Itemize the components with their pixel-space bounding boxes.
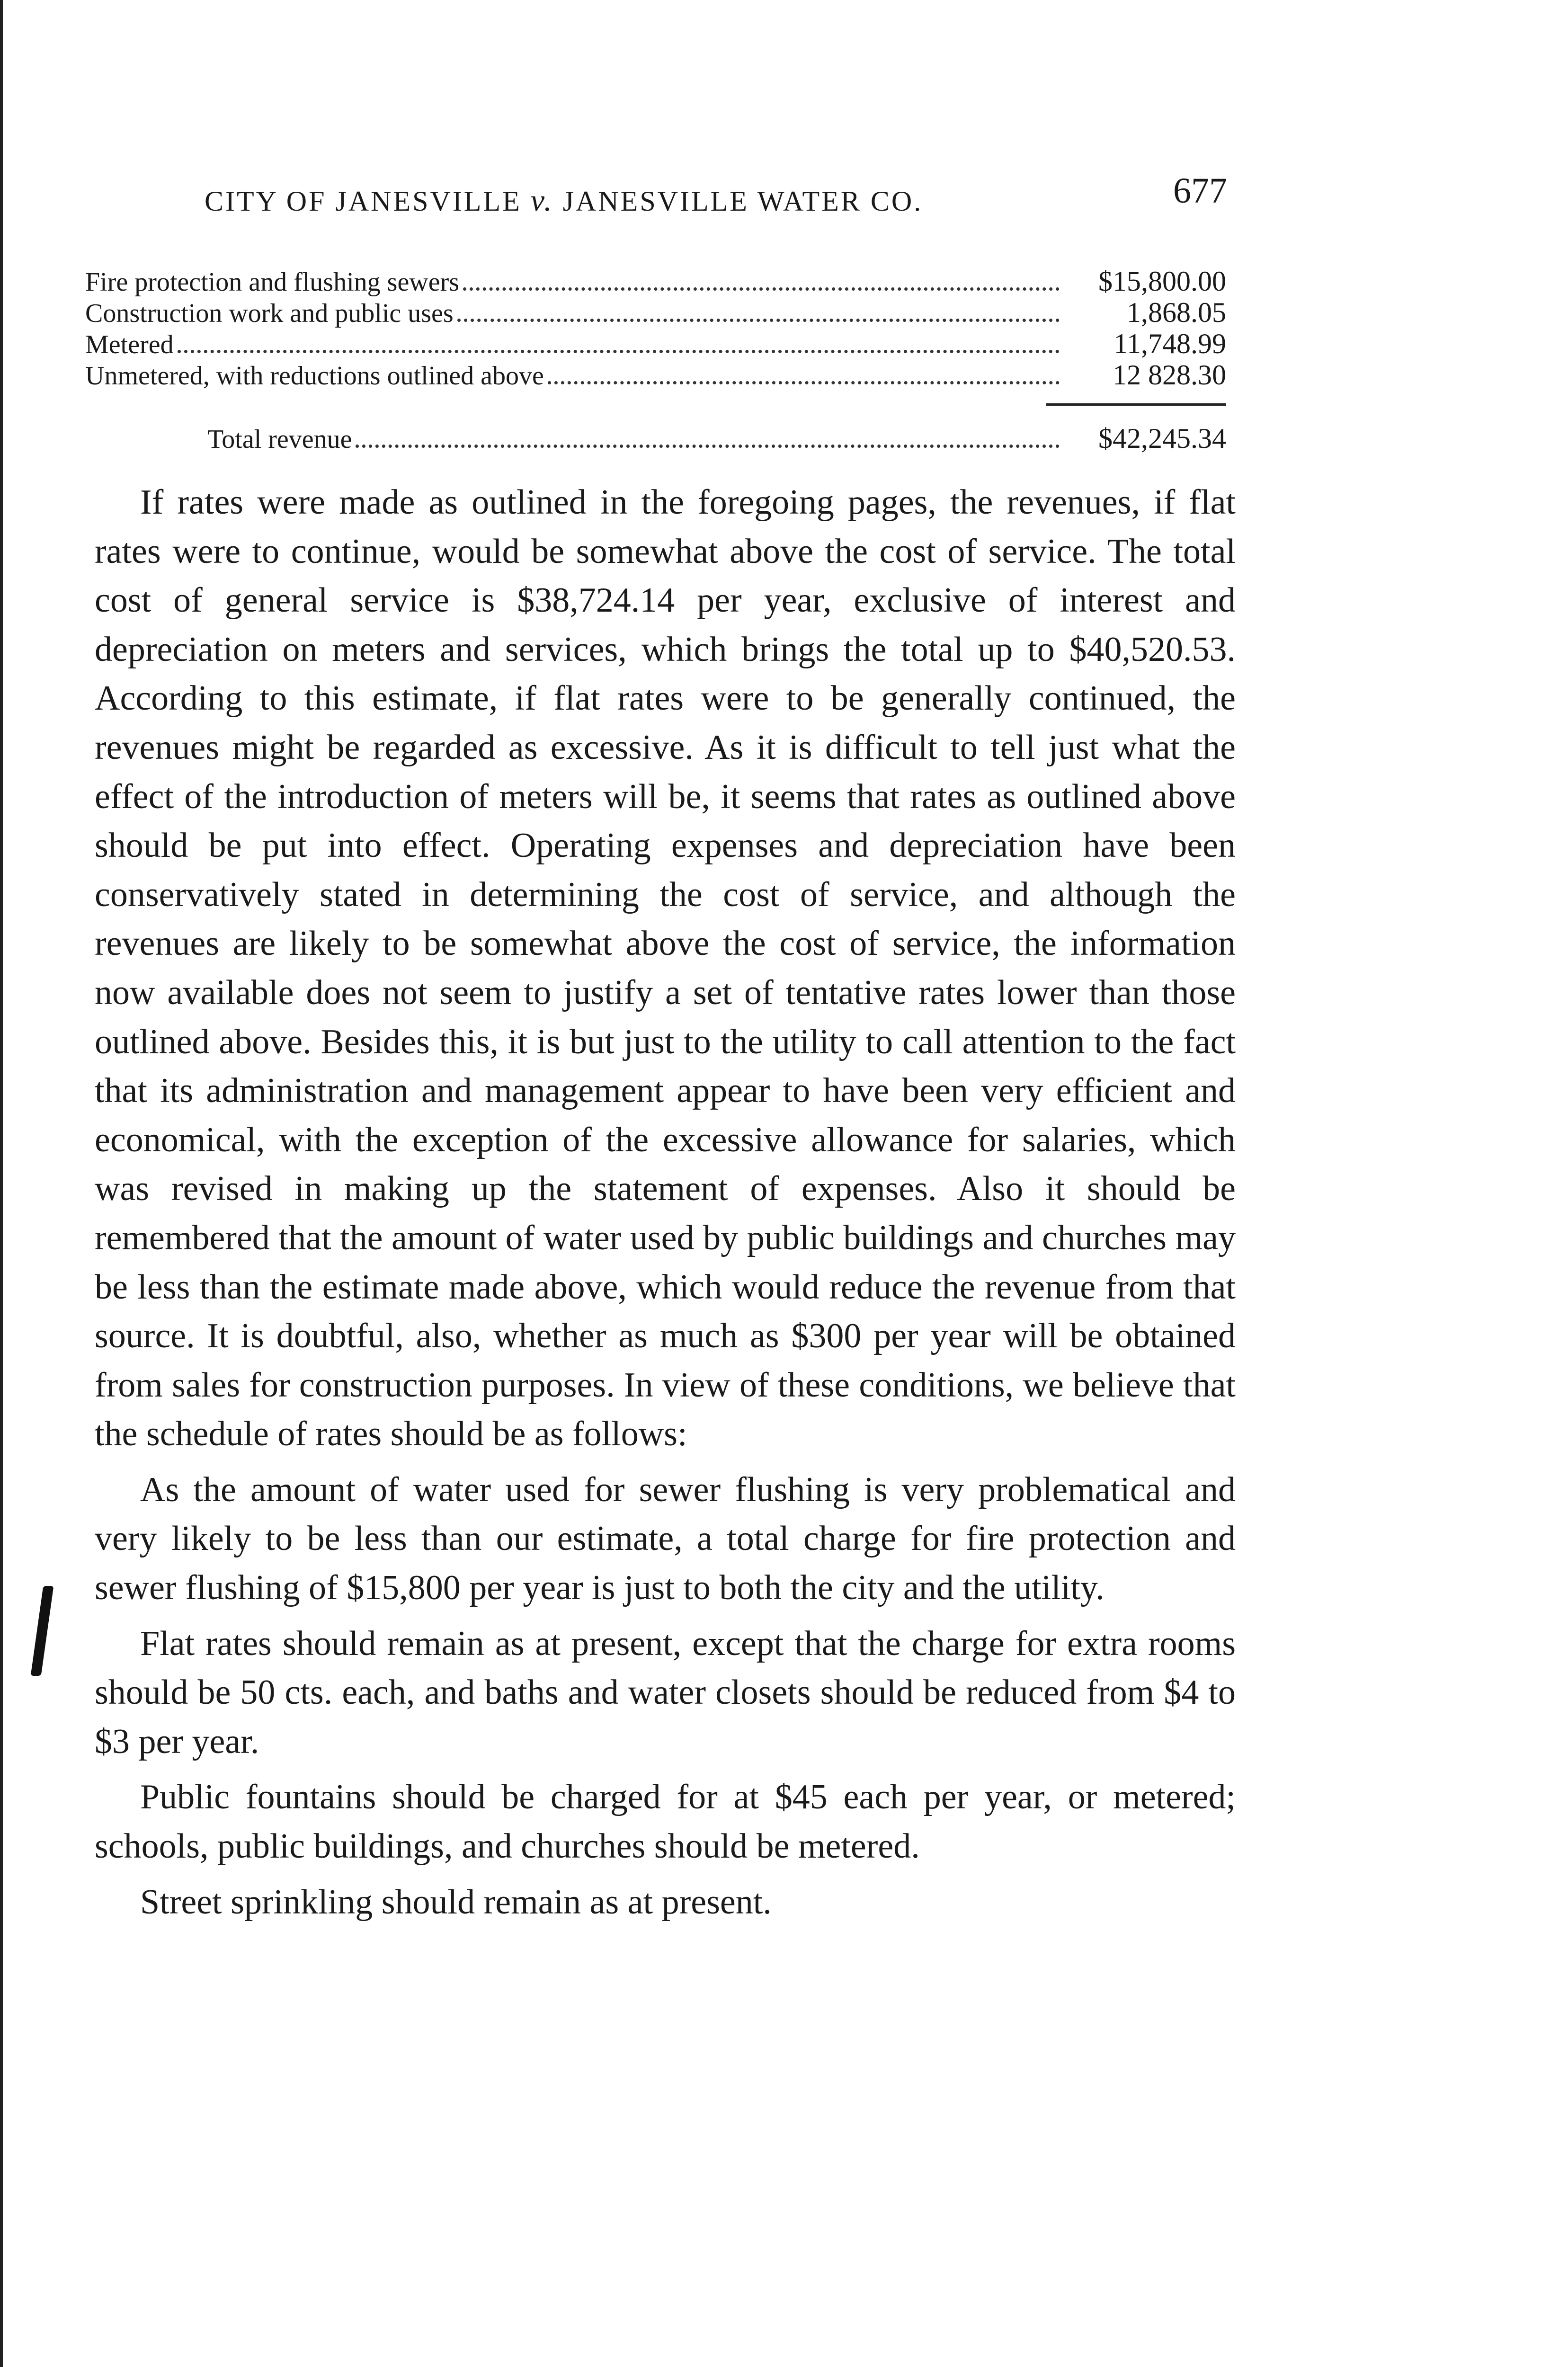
- ledger-row: [85, 296, 1226, 328]
- running-head-left: CITY OF JANESVILLE: [205, 186, 522, 217]
- ledger-amount: 11,748.99: [1114, 328, 1226, 359]
- ledger-amount: 12 828.30: [1113, 359, 1226, 391]
- running-head-right: JANESVILLE WATER CO.: [562, 186, 923, 217]
- ledger-row: [85, 359, 1226, 390]
- running-head: [205, 183, 923, 219]
- dot-leader: [178, 350, 1060, 353]
- paragraph: As the amount of water used for sewer flushing is very problematical and very likely to be less than our estimate, a total charge for fire protection and sewer flushing of $15,800 per year is just to both the city and the utility.: [95, 1470, 1236, 1608]
- dot-leader: [356, 445, 1060, 448]
- paragraph: If rates were made as outlined in the foregoing pages, the revenues, if flat rates were to continue, would be somewhat above the cost of service. The total cost of general service is $38,724.14 per year, exclusive of interest and depreciation on meters and services, which brings the total up to $40,520.53. According to this estimate, if flat rates were to be generally continued, the revenues might be regarded as excessive. As it is difficult to tell just what the effect of the introduction of meters will be, it seems that rates as outlined above should be put into effect. Operating expenses and depreciation have been conservatively stated in determining the cost of service, and although the revenues are likely to be somewhat above the cost of service, the information now available does not seem to justify a set of tentative rates lower than those outlined above. Besides this, it is but just to the utility to call attention to the fact that its administration and management appear to have been very efficient and economical, with the exception of the excessive allowance for salaries, which was revised in making up the statement of expenses. Also it should be remembered that the amount of water used by public buildings and churches may be less than the estimate made above, which would reduce the revenue from that source. It is doubtful, also, whether as much as $300 per year will be obtained from sales for construction purposes. In view of these conditions, we believe that the schedule of rates should be as follows:: [95, 483, 1236, 1454]
- revenue-table: [85, 265, 1226, 454]
- paragraph: Public fountains should be charged for at $45 each per year, or metered; schools, public buildings, and churches should be metered.: [95, 1778, 1236, 1866]
- page-header: [205, 170, 1227, 227]
- page-number: 677: [1173, 171, 1227, 211]
- page-edge-line: [0, 0, 3, 2367]
- dot-leader: [457, 319, 1060, 322]
- running-head-versus: v.: [530, 183, 554, 218]
- ledger-label: Fire protection and flushing sewers: [85, 267, 460, 297]
- dot-leader: [548, 381, 1060, 384]
- paragraph: Street sprinkling should remain as at present.: [140, 1882, 772, 1922]
- total-rule: [1046, 403, 1226, 406]
- ledger-label: Construction work and public uses: [85, 299, 454, 328]
- margin-mark: [31, 1586, 54, 1676]
- ledger-total-row: [207, 422, 1226, 454]
- ledger-row: [85, 265, 1226, 296]
- ledger-amount: 1,868.05: [1127, 297, 1226, 328]
- ledger-label: Metered: [85, 330, 174, 359]
- body-text: [95, 478, 1236, 1927]
- total-label: Total revenue: [207, 425, 352, 454]
- dot-leader: [463, 287, 1060, 291]
- total-amount: $42,245.34: [1098, 423, 1226, 454]
- ledger-label: Unmetered, with reductions outlined above: [85, 361, 544, 391]
- ledger-row: [85, 328, 1226, 359]
- ledger-amount: $15,800.00: [1098, 266, 1226, 297]
- paragraph: Flat rates should remain as at present, except that the charge for extra rooms should be 50 cts. each, and baths and water closets should be reduced from $4 to $3 per year.: [95, 1624, 1236, 1761]
